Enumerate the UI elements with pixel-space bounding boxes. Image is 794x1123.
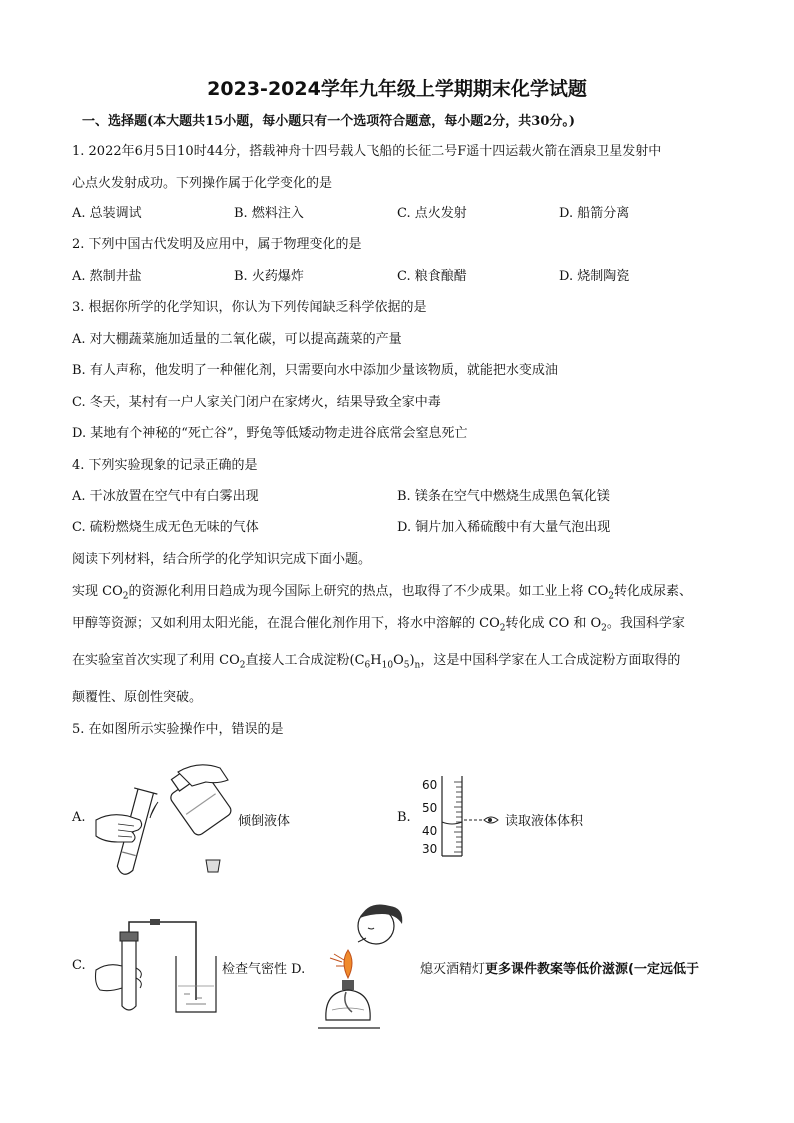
q5-stem: 5. 在如图所示实验操作中，错误的是 [72,722,284,737]
page-title: 2023-2024学年九年级上学期期末化学试题 [207,78,587,100]
q3-option-a: A. 对大棚蔬菜施加适量的二氧化碳，可以提高蔬菜的产量 [72,332,402,347]
q3-stem: 3. 根据你所学的化学知识，你认为下列传闻缺乏科学依据的是 [72,300,427,315]
q2-option-d: D. 烧制陶瓷 [559,269,630,284]
passage-line1: 实现 $CO_2$的资源化利用日趋成为现今国际上研究的热点，也取得了不少成果。如工业上将 $CO_2$转化成尿素、 [72,584,692,602]
q1-option-d: D. 船箭分离 [559,206,630,221]
cylinder-tick-40: 40 [422,824,438,838]
reading-intro: 阅读下列材料，结合所学的化学知识完成下面小题。 [72,552,372,567]
q5-option-b-caption: 读取液体体积 [505,814,584,829]
q3-option-d: D. 某地有个神秘的“死亡谷”，野兔等低矮动物走进谷底常会窒息死亡 [72,426,468,441]
pouring-liquid-figure [88,760,238,885]
q1-option-c: C. 点火发射 [397,206,467,221]
q2-option-a: A. 熬制井盐 [72,269,142,284]
q4-option-b: B. 镁条在空气中燃烧生成黑色氧化镁 [397,489,610,504]
passage-line3: 在实验室首次实现了利用 $CO_2$直接人工合成淀粉$(C_6H_{10}O_5)_n$，这是中国科学家在人工合成淀粉方面取得的 [72,653,681,671]
q3-option-b: B. 有人声称，他发明了一种催化剂，只需要向水中添加少量该物质，就能把水变成油 [72,363,558,378]
q2-option-c: C. 粮食酿醋 [397,269,467,284]
cylinder-tick-30: 30 [422,842,438,856]
q4-stem: 4. 下列实验现象的记录正确的是 [72,458,258,473]
q1-stem-line2: 心点火发射成功。下列操作属于化学变化的是 [72,176,333,191]
section-heading: 一、选择题(本大题共15小题，每小题只有一个选项符合题意，每小题2分，共30分。) [82,114,576,129]
q1-stem-line1: 1. 2022年6月5日10时44分，搭载神舟十四号载人飞船的长征二号F遥十四运载火箭在酒泉卫星发射中 [72,144,662,159]
cylinder-tick-60: 60 [422,778,438,792]
passage-line4: 颠覆性、原创性突破。 [72,690,203,705]
watermark-text: 更多课件教案等低价滋源(一定远低于 [485,962,699,977]
airtightness-check-figure [92,918,217,1018]
passage-line2: 甲醇等资源；又如利用太阳光能，在混合催化剂作用下，将水中溶解的 $CO_2$转化成 CO 和 $O_2$。我国科学家 [72,616,685,634]
q5-option-d-caption: 熄灭酒精灯更多课件教案等低价滋源(一定远低于 [420,962,699,977]
q4-option-c: C. 硫粉燃烧生成无色无味的气体 [72,520,259,535]
alcohol-lamp-figure [318,900,418,1035]
q5-option-c-letter: C. [72,958,86,973]
q5-option-a-letter: A. [72,810,86,825]
starch-formula: $(C_6H_{10}O_5)_n$ [349,653,421,671]
q3-option-c: C. 冬天，某村有一户人家关门闭户在家烤火，结果导致全家中毒 [72,395,441,410]
q4-option-d: D. 铜片加入稀硫酸中有大量气泡出现 [397,520,611,535]
q5-option-b-letter: B. [397,810,411,825]
q2-option-b: B. 火药爆炸 [234,269,304,284]
q5-option-a-caption: 倾倒液体 [238,814,291,829]
cylinder-tick-50: 50 [422,801,438,815]
q5-option-c-caption: 检查气密性 D. [222,962,306,977]
q4-option-a: A. 干冰放置在空气中有白雾出现 [72,489,259,504]
q2-stem: 2. 下列中国古代发明及应用中，属于物理变化的是 [72,237,362,252]
q1-option-a: A. 总装调试 [72,206,142,221]
q1-option-b: B. 燃料注入 [234,206,304,221]
